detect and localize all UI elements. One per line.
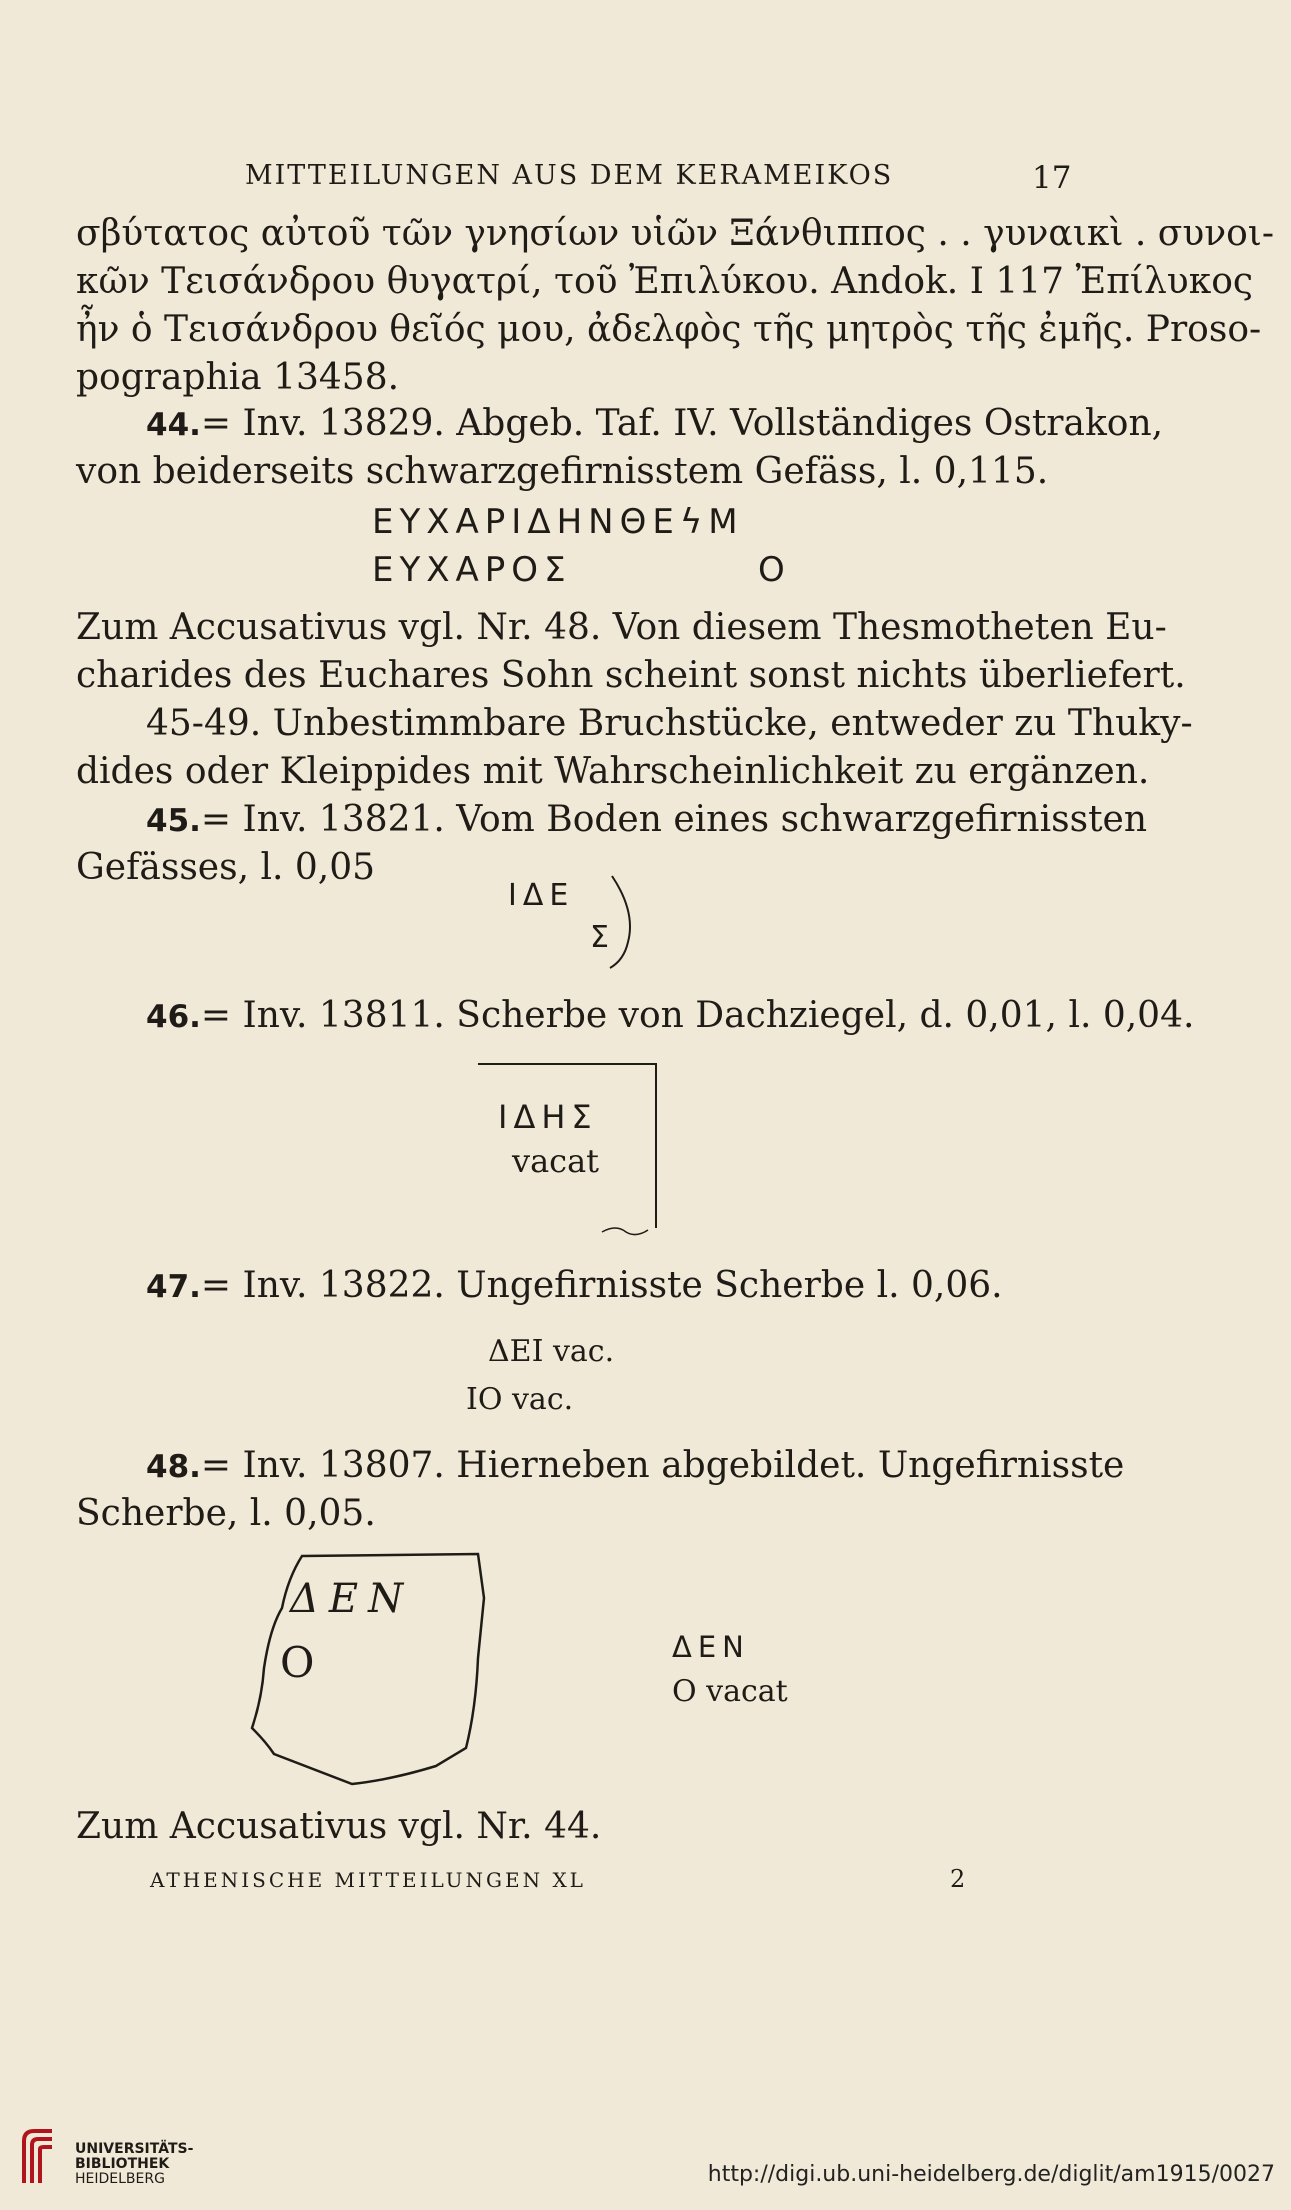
entry-46-inscription-2: vacat bbox=[512, 1142, 600, 1180]
sherd-letters-1: ΔΕΝ bbox=[290, 1576, 414, 1622]
intro-line-1: σβύτατος αὐτοῦ τῶν γνησίων υἱῶν Ξάνθιππος . . γυναικὶ . συνοι- bbox=[76, 213, 1275, 254]
library-name bbox=[75, 2142, 193, 2187]
fracture-edge-icon bbox=[606, 872, 646, 972]
entry-46-line-1: 46.= Inv. 13811. Scherbe von Dachziegel, d. 0,01, l. 0,04. bbox=[146, 995, 1195, 1036]
entry-44-line-1: 44.= Inv. 13829. Abgeb. Taf. IV. Vollständiges Ostrakon, bbox=[146, 403, 1164, 444]
entry-46-number: 46. bbox=[146, 999, 201, 1035]
entry-44-comment-2: charides des Euchares Sohn scheint sonst nichts überliefert. bbox=[76, 655, 1186, 696]
library-logo bbox=[18, 2123, 70, 2191]
entry-45-line-2: Gefässes, l. 0,05 bbox=[76, 847, 376, 888]
sherd-letters-2: Ο bbox=[280, 1638, 315, 1687]
library-name-line-3: HEIDELBERG bbox=[75, 2171, 165, 2187]
range-line-1: 45-49. Unbestimmbare Bruchstücke, entweder zu Thuky- bbox=[146, 703, 1193, 744]
entry-44-line-2: von beiderseits schwarzgefirnisstem Gefäss, l. 0,115. bbox=[76, 451, 1049, 492]
library-logo-icon bbox=[18, 2123, 70, 2187]
entry-47-inscription-2: ΙΟ vac. bbox=[466, 1382, 574, 1417]
entry-44-number: 44. bbox=[146, 407, 201, 443]
signature-number: 2 bbox=[950, 1865, 966, 1893]
digitization-url[interactable]: http://digi.ub.uni-heidelberg.de/diglit/am1915/0027 bbox=[707, 2162, 1275, 2187]
entry-48-line-1: 48.= Inv. 13807. Hierneben abgebildet. Ungefirnisste bbox=[146, 1445, 1125, 1486]
entry-47-number: 47. bbox=[146, 1269, 201, 1305]
entry-48-line-2: Scherbe, l. 0,05. bbox=[76, 1493, 376, 1534]
entry-45-number: 45. bbox=[146, 803, 201, 839]
entry-48-comment: Zum Accusativus vgl. Nr. 44. bbox=[76, 1806, 602, 1847]
entry-48-inscription-1: ΔΕΝ bbox=[672, 1630, 750, 1664]
page-number: 17 bbox=[1032, 160, 1072, 196]
intro-line-2: κῶν Τεισάνδρου θυγατρί, τοῦ Ἐπιλύκου. Andok. I 117 Ἐπίλυκος bbox=[76, 261, 1254, 302]
entry-45-line-1: 45.= Inv. 13821. Vom Boden eines schwarzgefirnissten bbox=[146, 799, 1148, 840]
entry-45-inscription-2: Σ bbox=[590, 920, 615, 955]
entry-48-inscription-2: Ο vacat bbox=[672, 1674, 788, 1709]
running-header: MITTEILUNGEN AUS DEM KERAMEIKOS bbox=[245, 160, 894, 191]
entry-44-inscription-2: ΕΥΧΑΡΟΣ bbox=[372, 550, 572, 590]
journal-signature: ATHENISCHE MITTEILUNGEN XL bbox=[150, 1868, 586, 1892]
entry-44-inscription-1: ΕΥΧΑΡΙΔΗΝΘΕϟΜ bbox=[372, 502, 744, 542]
entry-46-inscription-1: ΙΔΗΣ bbox=[498, 1098, 598, 1136]
entry-44-comment-1: Zum Accusativus vgl. Nr. 48. Von diesem Thesmotheten Eu- bbox=[76, 607, 1167, 648]
entry-47-line-1: 47.= Inv. 13822. Ungefirnisste Scherbe l. 0,06. bbox=[146, 1265, 1003, 1306]
library-name-line-2: BIBLIOTHEK bbox=[75, 2156, 170, 2172]
intro-line-3: ἦν ὁ Τεισάνδρου θεῖός μου, ἀδελφὸς τῆς μητρὸς τῆς ἐμῆς. Proso- bbox=[76, 309, 1262, 350]
library-name-line-1: UNIVERSITÄTS- bbox=[75, 2141, 194, 2157]
entry-48-number: 48. bbox=[146, 1449, 201, 1485]
intro-line-4: pographia 13458. bbox=[76, 357, 400, 398]
range-line-2: dides oder Kleippides mit Wahrscheinlichkeit zu ergänzen. bbox=[76, 751, 1150, 792]
entry-44-inscription-2b: Ο bbox=[758, 550, 791, 590]
entry-47-inscription-1: ΔΕΙ vac. bbox=[488, 1334, 615, 1369]
entry-45-inscription-1: ΙΔΕ bbox=[508, 878, 575, 913]
sherd-sketch bbox=[240, 1548, 500, 1788]
